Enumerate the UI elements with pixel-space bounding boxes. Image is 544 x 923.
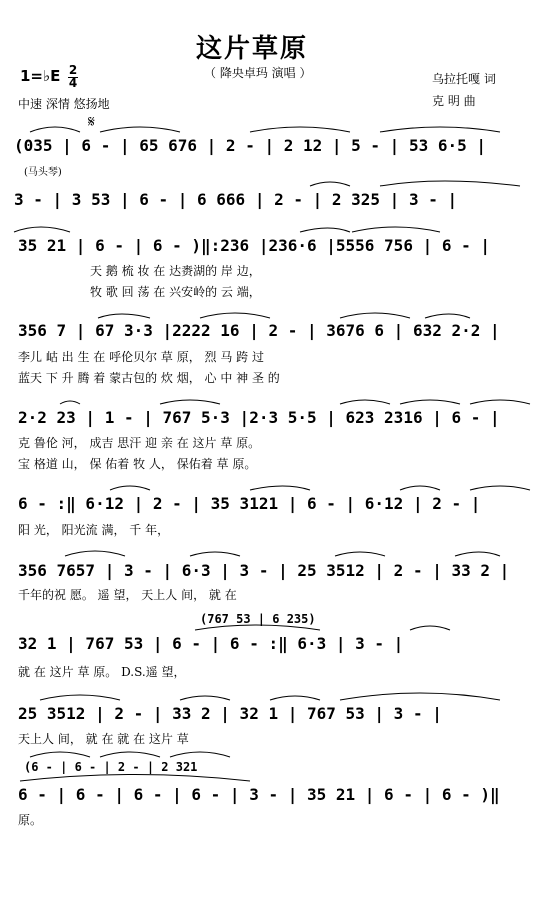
slur-arc bbox=[340, 313, 410, 318]
slur-arc bbox=[14, 227, 70, 232]
time-signature-bottom: 4 bbox=[68, 76, 78, 90]
slur-arc bbox=[170, 752, 230, 757]
key-signature: 1=♭E bbox=[20, 67, 61, 85]
score-row-3-lyric-2: 牧 歌 回 荡 在 兴安岭的 云 端， bbox=[90, 285, 261, 299]
lyricist-credit: 乌拉托嘎 词 bbox=[432, 72, 496, 86]
slur-arc bbox=[352, 227, 440, 232]
score-row-10-notes: 6 - | 6 - | 6 - | 6 - | 3 - | 35 21 | 6 - | 6 - )‖ bbox=[18, 785, 500, 804]
slur-arc bbox=[380, 127, 500, 132]
score-row-9-notes: 25 3512 | 2 - | 33 2 | 32 1 | 767 53 | 3 - | bbox=[18, 704, 442, 723]
slur-arc bbox=[310, 182, 350, 186]
slur-arc bbox=[425, 314, 470, 318]
slur-arc bbox=[250, 486, 310, 490]
slur-arc bbox=[110, 486, 150, 490]
score-row-6-lyric-1: 阳 光， 阳光流 满， 千 年， bbox=[18, 523, 170, 537]
score-row-10-cue: (6 - | 6 - | 2 - | 2 321 bbox=[24, 760, 198, 774]
slur-arc bbox=[30, 752, 90, 757]
slur-arc bbox=[410, 626, 450, 630]
slur-arc bbox=[340, 693, 500, 700]
slur-arc bbox=[380, 181, 520, 186]
slur-arc bbox=[200, 313, 270, 318]
song-subtitle: （ 降央卓玛 演唱 ） bbox=[204, 66, 312, 80]
composer-credit: 克 明 曲 bbox=[432, 94, 476, 108]
slur-arc bbox=[98, 314, 150, 318]
score-row-4-notes: 356 7 | 67 3·3 |2222 16 | 2 - | 3676 6 | 632 2·2 | bbox=[18, 321, 500, 340]
slur-arc bbox=[470, 400, 530, 404]
slur-arc bbox=[400, 486, 440, 490]
slur-arc bbox=[300, 228, 350, 232]
score-row-7-notes: 356 7657 | 3 - | 6·3 | 3 - | 25 3512 | 2 - | 33 2 | bbox=[18, 561, 510, 580]
time-signature-top: 2 bbox=[68, 63, 78, 77]
score-row-4-lyric-2: 蓝天 下 升 腾 着 蒙古包的 炊 烟， 心 中 神 圣 的 bbox=[18, 371, 280, 385]
slur-arc bbox=[100, 127, 180, 132]
slur-arc bbox=[190, 552, 240, 556]
segno-icon: 𝄋 bbox=[88, 112, 95, 131]
score-row-1-notes: (035 | 6 - | 65 676 | 2 - | 2 12 | 5 - | 53 6·5 | bbox=[14, 136, 487, 155]
score-row-8-lyric-1: 就 在 这片 草 原。 D.S.遥 望， bbox=[18, 665, 186, 679]
slur-arc bbox=[65, 551, 125, 556]
score-row-3-lyric-1: 天 鹅 梳 妆 在 达赉湖的 岸 边， bbox=[90, 264, 261, 278]
score-row-4-lyric-1: 李儿 岵 出 生 在 呼伦贝尔 草 原， 烈 马 跨 过 bbox=[18, 350, 264, 364]
slur-arc bbox=[40, 695, 120, 700]
score-row-10-lyric-1: 原。 bbox=[18, 813, 43, 827]
score-row-5-lyric-2: 宝 格道 山， 保 佑着 牧 人， 保佑着 草 原。 bbox=[18, 457, 257, 471]
score-row-8-cue: (767 53 | 6 235) bbox=[200, 612, 316, 626]
score-row-6-notes: 6 - :‖ 6·12 | 2 - | 35 3121 | 6 - | 6·12 | 2 - | bbox=[18, 494, 481, 513]
song-title: 这片草原 bbox=[196, 34, 309, 64]
slur-arc bbox=[400, 400, 460, 404]
slur-arc bbox=[250, 127, 350, 132]
slur-arc bbox=[60, 401, 80, 404]
slur-arc bbox=[30, 127, 80, 132]
score-row-1-lyric-1: (马头琴) bbox=[24, 167, 62, 178]
slur-arc bbox=[20, 775, 250, 782]
slur-arc bbox=[195, 625, 320, 630]
score-row-5-notes: 2·2 23 | 1 - | 767 5·3 |2·3 5·5 | 623 2316 | 6 - | bbox=[18, 408, 500, 427]
slur-arc bbox=[180, 696, 230, 700]
slur-arc bbox=[160, 400, 220, 404]
slur-arc bbox=[470, 486, 530, 490]
slur-arc bbox=[270, 696, 320, 700]
score-row-5-lyric-1: 克 鲁伦 河， 成吉 思汗 迎 亲 在 这片 草 原。 bbox=[18, 436, 261, 450]
tempo-marking: 中速 深情 悠扬地 bbox=[18, 97, 110, 111]
slur-arc bbox=[335, 552, 385, 556]
score-row-7-lyric-1: 千年的祝 愿。 遥 望， 天上人 间， 就 在 bbox=[18, 588, 237, 602]
slur-arc bbox=[100, 752, 160, 757]
slur-arc bbox=[340, 400, 390, 404]
score-row-3-notes: 35 21 | 6 - | 6 - )‖:236 |236·6 |5556 756 | 6 - | bbox=[18, 236, 491, 255]
score-row-9-lyric-1: 天上人 间， 就 在 就 在 这片 草 bbox=[18, 732, 189, 746]
score-row-2-notes: 3 - | 3 53 | 6 - | 6 666 | 2 - | 2 325 | 3 - | bbox=[14, 190, 458, 209]
slur-arc bbox=[455, 552, 500, 556]
score-row-8-notes: 32 1 | 767 53 | 6 - | 6 - :‖ 6·3 | 3 - | bbox=[18, 634, 404, 653]
